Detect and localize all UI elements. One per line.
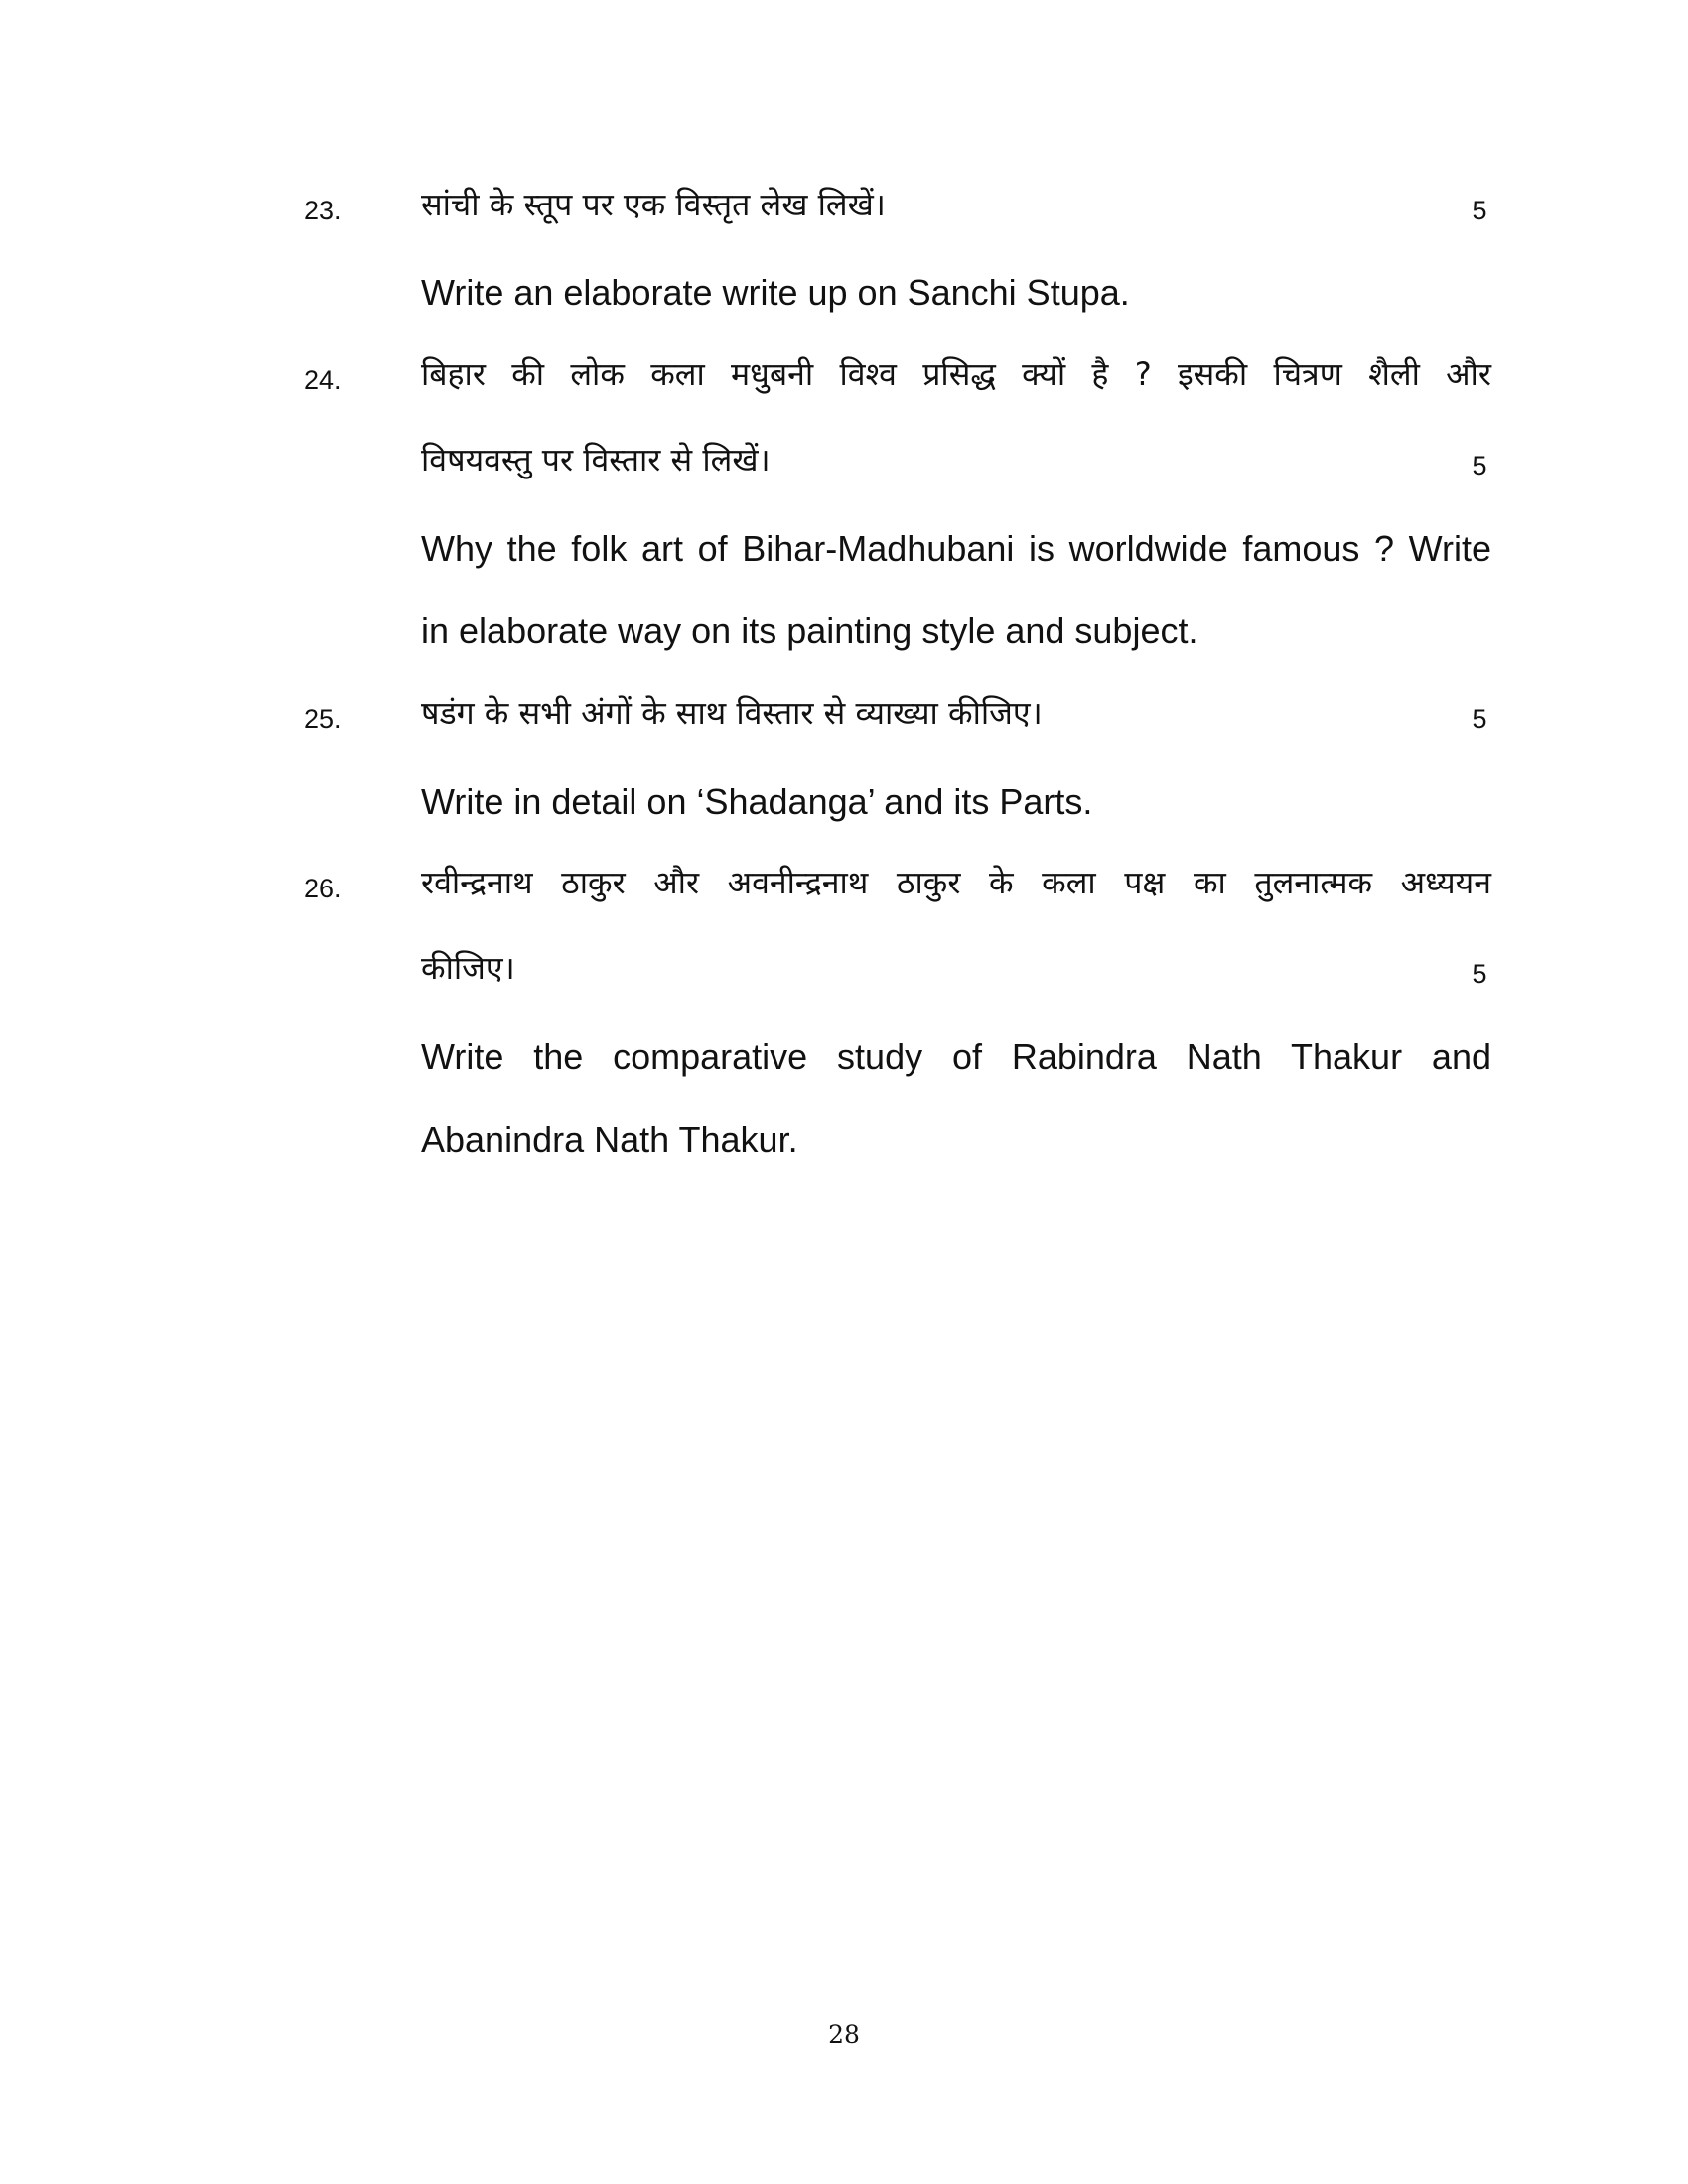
question-marks: 5 xyxy=(1472,451,1487,480)
question-marks: 5 xyxy=(1472,704,1487,734)
question-english-text: Write an elaborate write up on Sanchi Stupa. xyxy=(421,272,1130,313)
question-english-text: Write in detail on ‘Shadanga’ and its Parts. xyxy=(421,781,1093,822)
question-number: 23. xyxy=(304,196,342,225)
question-hindi-text: सांची के स्तूप पर एक विस्तृत लेख लिखें। xyxy=(421,186,886,223)
question-marks: 5 xyxy=(1472,196,1487,225)
question-number: 25. xyxy=(304,704,342,734)
question-hindi-text: बिहार की लोक कला मधुबनी विश्व प्रसिद्ध क्यों है ? इसकी चित्रण शैली और xyxy=(421,355,1491,393)
question-english-text: in elaborate way on its painting style and subject. xyxy=(421,611,1198,651)
question-english-text: Write the comparative study of Rabindra Nath Thakur and xyxy=(421,1036,1491,1077)
question-hindi-text: कीजिए। xyxy=(421,949,515,987)
question-number: 24. xyxy=(304,365,342,395)
question-marks: 5 xyxy=(1472,959,1487,989)
question-number: 26. xyxy=(304,874,342,903)
question-hindi-text: रवीन्द्रनाथ ठाकुर और अवनीन्द्रनाथ ठाकुर के कला पक्ष का तुलनात्मक अध्ययन xyxy=(421,864,1491,901)
question-english-text: Why the folk art of Bihar-Madhubani is worldwide famous ? Write xyxy=(421,528,1491,569)
page-number: 28 xyxy=(828,2020,860,2049)
question-english-text: Abanindra Nath Thakur. xyxy=(421,1119,798,1160)
question-hindi-text: विषयवस्तु पर विस्तार से लिखें। xyxy=(421,441,771,478)
question-hindi-text: षडंग के सभी अंगों के साथ विस्तार से व्याख्या कीजिए। xyxy=(421,694,1043,732)
